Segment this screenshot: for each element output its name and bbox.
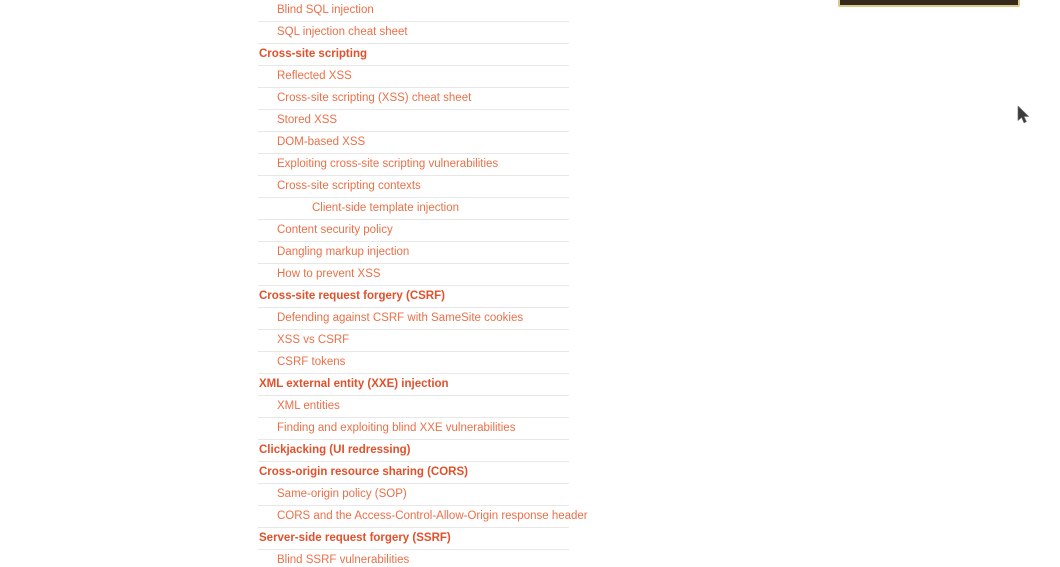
toc-item-link[interactable]: DOM-based XSS [258, 132, 569, 154]
toc-section-heading-link[interactable]: Cross-site request forgery (CSRF) [258, 286, 569, 308]
toc-item-link[interactable]: CSRF tokens [258, 352, 569, 374]
toc-section-heading-link[interactable]: Cross-site scripting [258, 44, 569, 66]
toc-item-link[interactable]: Reflected XSS [258, 66, 569, 88]
toc-item-link[interactable]: Same-origin policy (SOP) [258, 484, 569, 506]
toc-section-heading-link[interactable]: XML external entity (XXE) injection [258, 374, 569, 396]
toc-section-heading-link[interactable]: Cross-origin resource sharing (CORS) [258, 462, 569, 484]
toc-item-link[interactable]: Stored XSS [258, 110, 569, 132]
toc-item-link[interactable]: Defending against CSRF with SameSite cookies [258, 308, 569, 330]
toc-section-heading-link[interactable]: Server-side request forgery (SSRF) [258, 528, 569, 550]
toc-item-link[interactable]: How to prevent XSS [258, 264, 569, 286]
toc-item-link[interactable]: XML entities [258, 396, 569, 418]
toc-list [258, 0, 588, 567]
toc-item-link[interactable]: Cross-site scripting (XSS) cheat sheet [258, 88, 569, 110]
toc-item-link[interactable]: Dangling markup injection [258, 242, 569, 264]
toc-section-heading-link[interactable]: Clickjacking (UI redressing) [258, 440, 569, 462]
toc-item-link[interactable]: Client-side template injection [258, 198, 569, 220]
arrow-pointer-icon [1017, 106, 1030, 125]
cutoff-dark-button[interactable] [838, 0, 1020, 7]
toc-item-link[interactable]: Finding and exploiting blind XXE vulnerabilities [258, 418, 569, 440]
toc-item-link[interactable]: XSS vs CSRF [258, 330, 569, 352]
toc-item-link[interactable]: Cross-site scripting contexts [258, 176, 569, 198]
toc-item-link[interactable]: Exploiting cross-site scripting vulnerabilities [258, 154, 569, 176]
toc-item-link[interactable]: SQL injection cheat sheet [258, 22, 569, 44]
toc-item-link[interactable]: Blind SSRF vulnerabilities [258, 550, 569, 567]
toc-item-link[interactable]: Blind SQL injection [258, 0, 569, 22]
mouse-cursor [1017, 106, 1030, 125]
toc-item-link[interactable]: CORS and the Access-Control-Allow-Origin response header [258, 506, 569, 528]
toc-item-link[interactable]: Content security policy [258, 220, 569, 242]
